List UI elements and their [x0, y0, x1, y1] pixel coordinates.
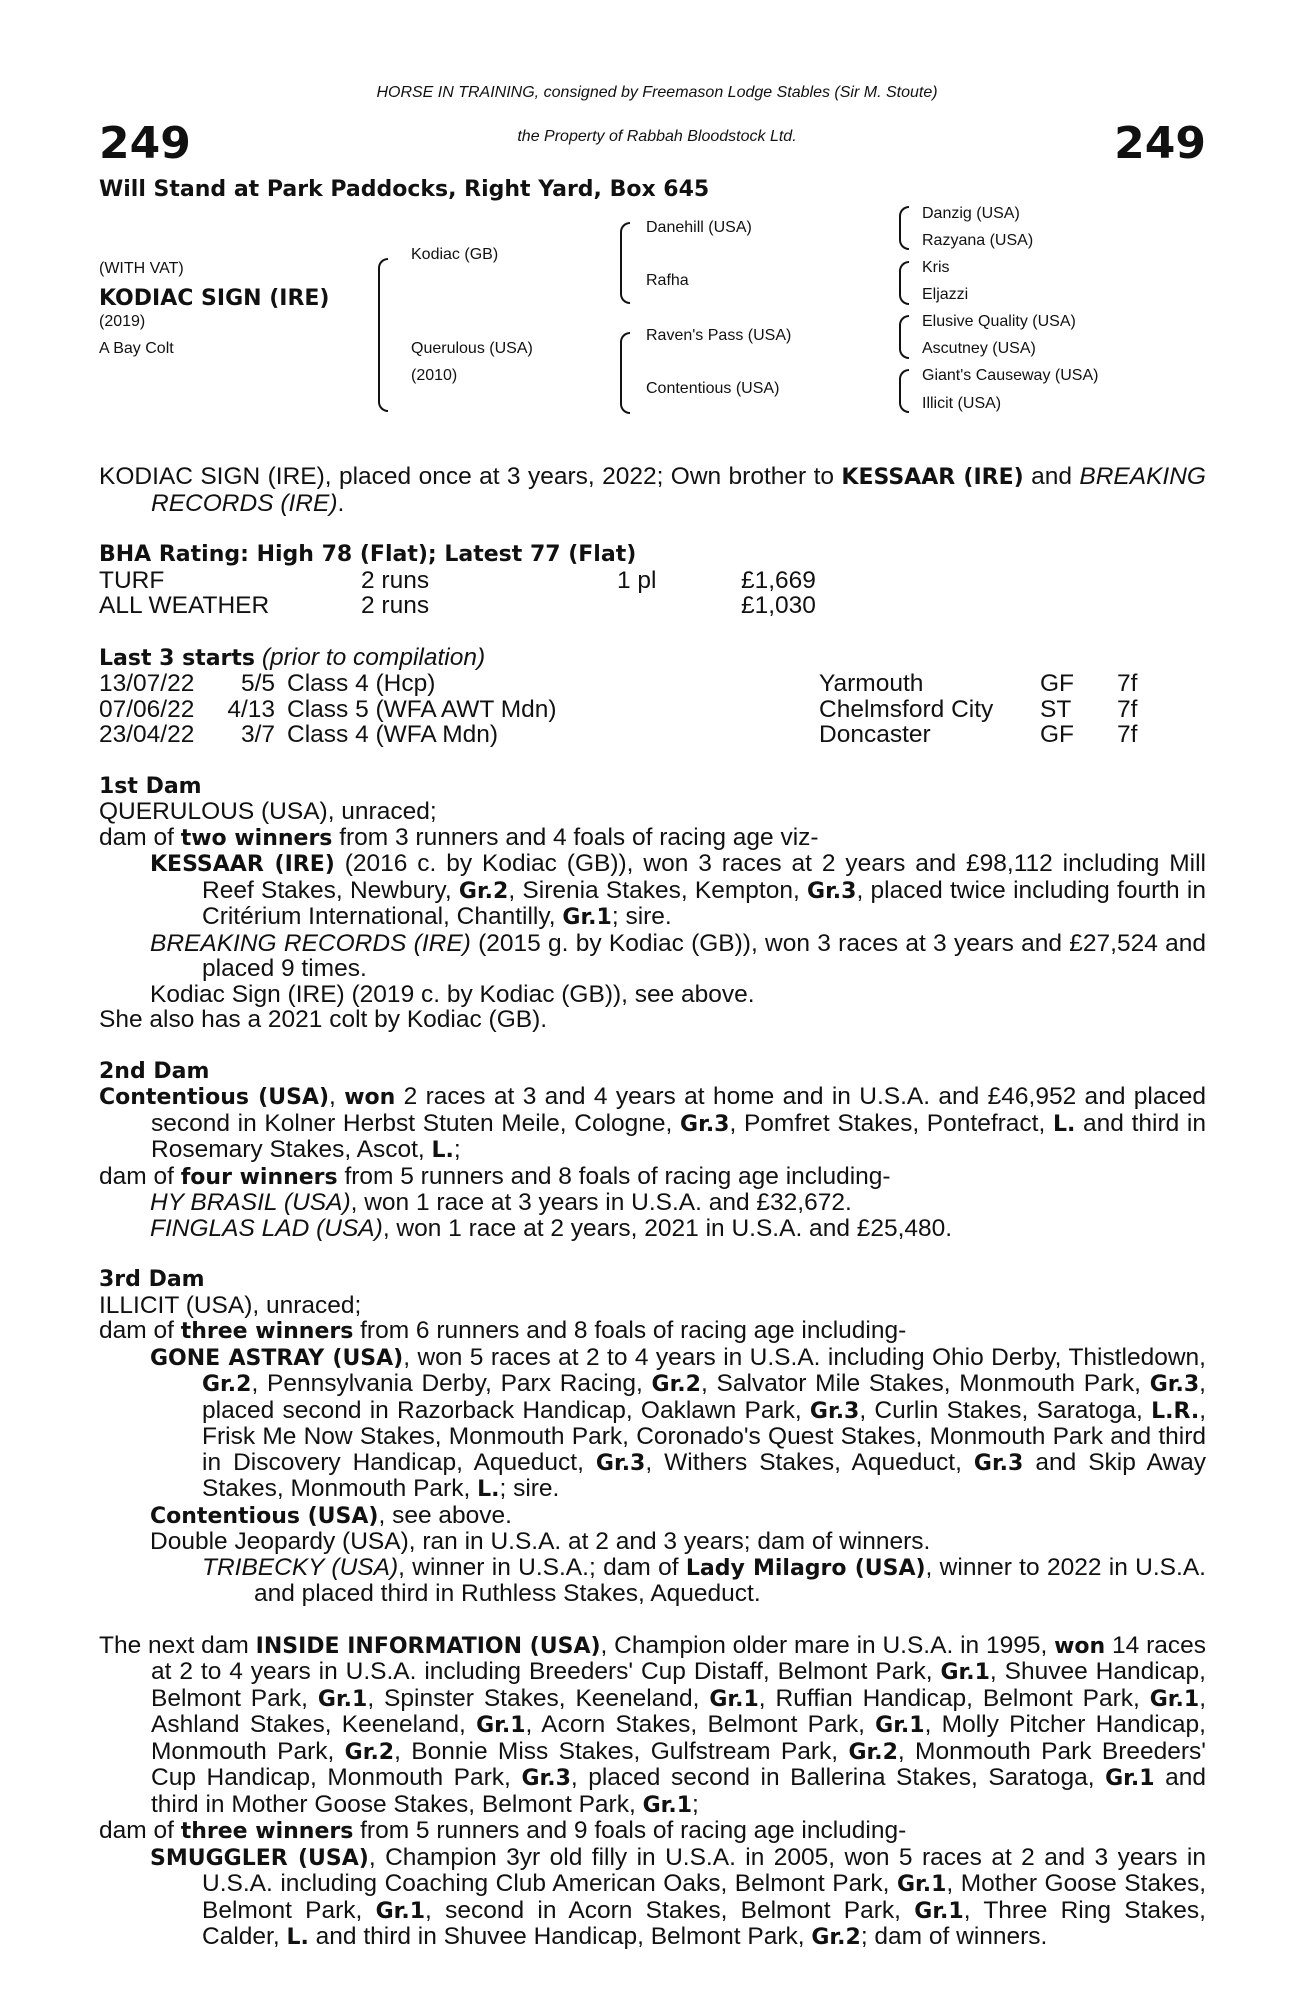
- intro-paragraph: KODIAC SIGN (IRE), placed once at 3 years, 2022; Own brother to KESSAAR (IRE) and BREAKING RECORDS (IRE).: [99, 463, 1206, 517]
- produce-entry: SMUGGLER (USA), Champion 3yr old filly in U.S.A. in 2005, won 5 races at 2 and 3 years in U.S.A. including Coaching Club American Oaks, Belmont Park, Gr.1, Mother Goose Stakes, Belmont Park, Gr.1, second in Acorn Stakes, Belmont Park, Gr.1, Three Ring Stakes, Calder, L. and third in Shuvee Handicap, Belmont Park, Gr.2; dam of winners.: [150, 1843, 1207, 1950]
- sire: Kodiac (GB): [411, 246, 499, 263]
- produce-entry: GONE ASTRAY (USA), won 5 races at 2 to 4 years in U.S.A. including Ohio Derby, Thistledown, Gr.2, Pennsylvania Derby, Parx Racing, Gr.2, Salvator Mile Stakes, Monmouth Park, Gr.3, placed second in Razorback Handicap, Oaklawn Park, Gr.3, Curlin Stakes, Saratoga, L.R., Frisk Me Now Stakes, Monmouth Park, Coronado's Quest Stakes, Monmouth Park and third in Discovery Handicap, Aqueduct, Gr.3, Withers Stakes, Aqueduct, Gr.3 and Skip Away Stakes, Monmouth Park, L.; sire.: [150, 1343, 1206, 1502]
- brace-dd: [899, 369, 909, 413]
- second-dam-title: 2nd Dam: [99, 1058, 210, 1084]
- ggd-2: Eljazzi: [922, 286, 969, 303]
- start-row: 07/06/22 4/13 Class 5 (WFA AWT Mdn) Chelmsford City ST 7f: [99, 695, 1138, 723]
- produce-entry: KESSAAR (IRE) (2016 c. by Kodiac (GB)), won 3 races at 2 years and £98,112 including Mill Reef Stakes, Newbury, Gr.2, Sirenia Stakes, Kempton, Gr.3, placed twice including fourth in Critérium International, Chantilly, Gr.1; sire.: [150, 850, 1207, 930]
- ggs-1: Danzig (USA): [922, 205, 1020, 222]
- vat-note: (WITH VAT): [99, 260, 184, 277]
- catalogue-body: [99, 464, 1206, 1951]
- ggs-2: Kris: [922, 259, 950, 276]
- dam-line: Contentious (USA), won 2 races at 3 and 4 years at home and in U.S.A. and £46,952 and placed second in Kolner Herbst Stuten Meile, Cologne, Gr.3, Pomfret Stakes, Pontefract, L. and third in Rosemary Stakes, Ascot, L.;: [99, 1083, 1206, 1163]
- rating-row: TURF 2 runs 1 pl £1,669: [99, 566, 816, 594]
- start-row: 23/04/22 3/7 Class 4 (WFA Mdn) Doncaster GF 7f: [99, 721, 1138, 748]
- last-starts-section: [99, 645, 1206, 748]
- stand-location: Will Stand at Park Paddocks, Right Yard, Box 645: [99, 177, 710, 202]
- dam-produce-summary: dam of three winners from 6 runners and 8 foals of racing age including-: [99, 1317, 907, 1344]
- dam: Querulous (USA): [411, 340, 533, 357]
- produce-entry: Contentious (USA), see above.: [150, 1501, 512, 1529]
- dam-produce-summary: dam of two winners from 3 runners and 4 foals of racing age viz-: [99, 823, 819, 851]
- dam-produce-summary: dam of four winners from 5 runners and 8 foals of racing age including-: [99, 1162, 891, 1190]
- produce-entry: FINGLAS LAD (USA), won 1 race at 2 years, 2021 in U.S.A. and £25,480.: [150, 1214, 953, 1242]
- rating-title: BHA Rating: High 78 (Flat); Latest 77 (Flat): [99, 542, 637, 567]
- dam-line: ILLICIT (USA), unraced;: [99, 1291, 362, 1319]
- ggd-4: Illicit (USA): [922, 395, 1002, 412]
- lot-number-left: 249: [99, 118, 191, 169]
- horse-description: A Bay Colt: [99, 340, 174, 357]
- lot-number-right: 249: [1114, 118, 1206, 169]
- third-dam-title: 3rd Dam: [99, 1267, 205, 1292]
- first-dam-section: [99, 774, 1206, 1033]
- ggd-3: Ascutney (USA): [922, 340, 1036, 357]
- dam-line: QUERULOUS (USA), unraced;: [99, 798, 437, 825]
- dam-year: (2010): [411, 367, 458, 384]
- last-starts-title: Last 3 starts (prior to compilation): [99, 643, 486, 671]
- rating-section: [99, 542, 1206, 619]
- first-dam-title: 1st Dam: [99, 773, 202, 799]
- brace-sire: [620, 222, 630, 304]
- second-dam-section: [99, 1059, 1206, 1242]
- produce-entry: HY BRASIL (USA), won 1 race at 3 years in U.S.A. and £32,672.: [150, 1189, 852, 1216]
- brace-ds: [899, 315, 909, 359]
- next-dam-section: [99, 1633, 1206, 1951]
- ggd-1: Razyana (USA): [922, 232, 1034, 249]
- brace-ss: [899, 206, 909, 250]
- dam-dam: Contentious (USA): [646, 380, 780, 397]
- sire-sire: Danehill (USA): [646, 219, 752, 236]
- brace-sd: [899, 261, 909, 305]
- dam-also-note: She also has a 2021 colt by Kodiac (GB).: [99, 1006, 548, 1033]
- sire-dam: Rafha: [646, 272, 689, 289]
- owner-line: the Property of Rabbah Bloodstock Ltd.: [517, 128, 797, 145]
- rating-row: ALL WEATHER 2 runs £1,030: [99, 592, 816, 619]
- grand-produce-entry: TRIBECKY (USA), winner in U.S.A.; dam of Lady Milagro (USA), winner to 2022 in U.S.A. and placed third in Ruthless Stakes, Aqueduct.: [202, 1553, 1206, 1607]
- third-dam-section: [99, 1267, 1206, 1607]
- brace-main: [378, 258, 388, 412]
- dam-produce-summary: dam of three winners from 5 runners and 9 foals of racing age including-: [99, 1817, 907, 1844]
- produce-entry: Kodiac Sign (IRE) (2019 c. by Kodiac (GB)), see above.: [150, 980, 755, 1008]
- produce-entry: BREAKING RECORDS (IRE) (2015 g. by Kodiac (GB)), won 3 races at 3 years and £27,524 and placed 9 times.: [150, 929, 1207, 982]
- dam-sire: Raven's Pass (USA): [646, 327, 792, 344]
- brace-dam: [620, 332, 630, 414]
- horse-name: KODIAC SIGN (IRE): [99, 286, 330, 311]
- ggs-4: Giant's Causeway (USA): [922, 367, 1099, 384]
- consignor-line: HORSE IN TRAINING, consigned by Freemason Lodge Stables (Sir M. Stoute): [376, 84, 938, 101]
- start-row: 13/07/22 5/5 Class 4 (Hcp) Yarmouth GF 7f: [99, 670, 1138, 697]
- next-dam-paragraph: The next dam INSIDE INFORMATION (USA), Champion older mare in U.S.A. in 1995, won 14 races at 2 to 4 years in U.S.A. including Breeders' Cup Distaff, Belmont Park, Gr.1, Shuvee Handicap, Belmont Park, Gr.1, Spinster Stakes, Keeneland, Gr.1, Ruffian Handicap, Belmont Park, Gr.1, Ashland Stakes, Keeneland, Gr.1, Acorn Stakes, Belmont Park, Gr.1, Molly Pitcher Handicap, Monmouth Park, Gr.2, Bonnie Miss Stakes, Gulfstream Park, Gr.2, Monmouth Park Breeders' Cup Handicap, Monmouth Park, Gr.3, placed second in Ballerina Stakes, Saratoga, Gr.1 and third in Mother Goose Stakes, Belmont Park, Gr.1;: [99, 1631, 1206, 1818]
- ggs-3: Elusive Quality (USA): [922, 313, 1076, 330]
- produce-entry: Double Jeopardy (USA), ran in U.S.A. at 2 and 3 years; dam of winners.: [150, 1528, 931, 1555]
- horse-year: (2019): [99, 313, 146, 330]
